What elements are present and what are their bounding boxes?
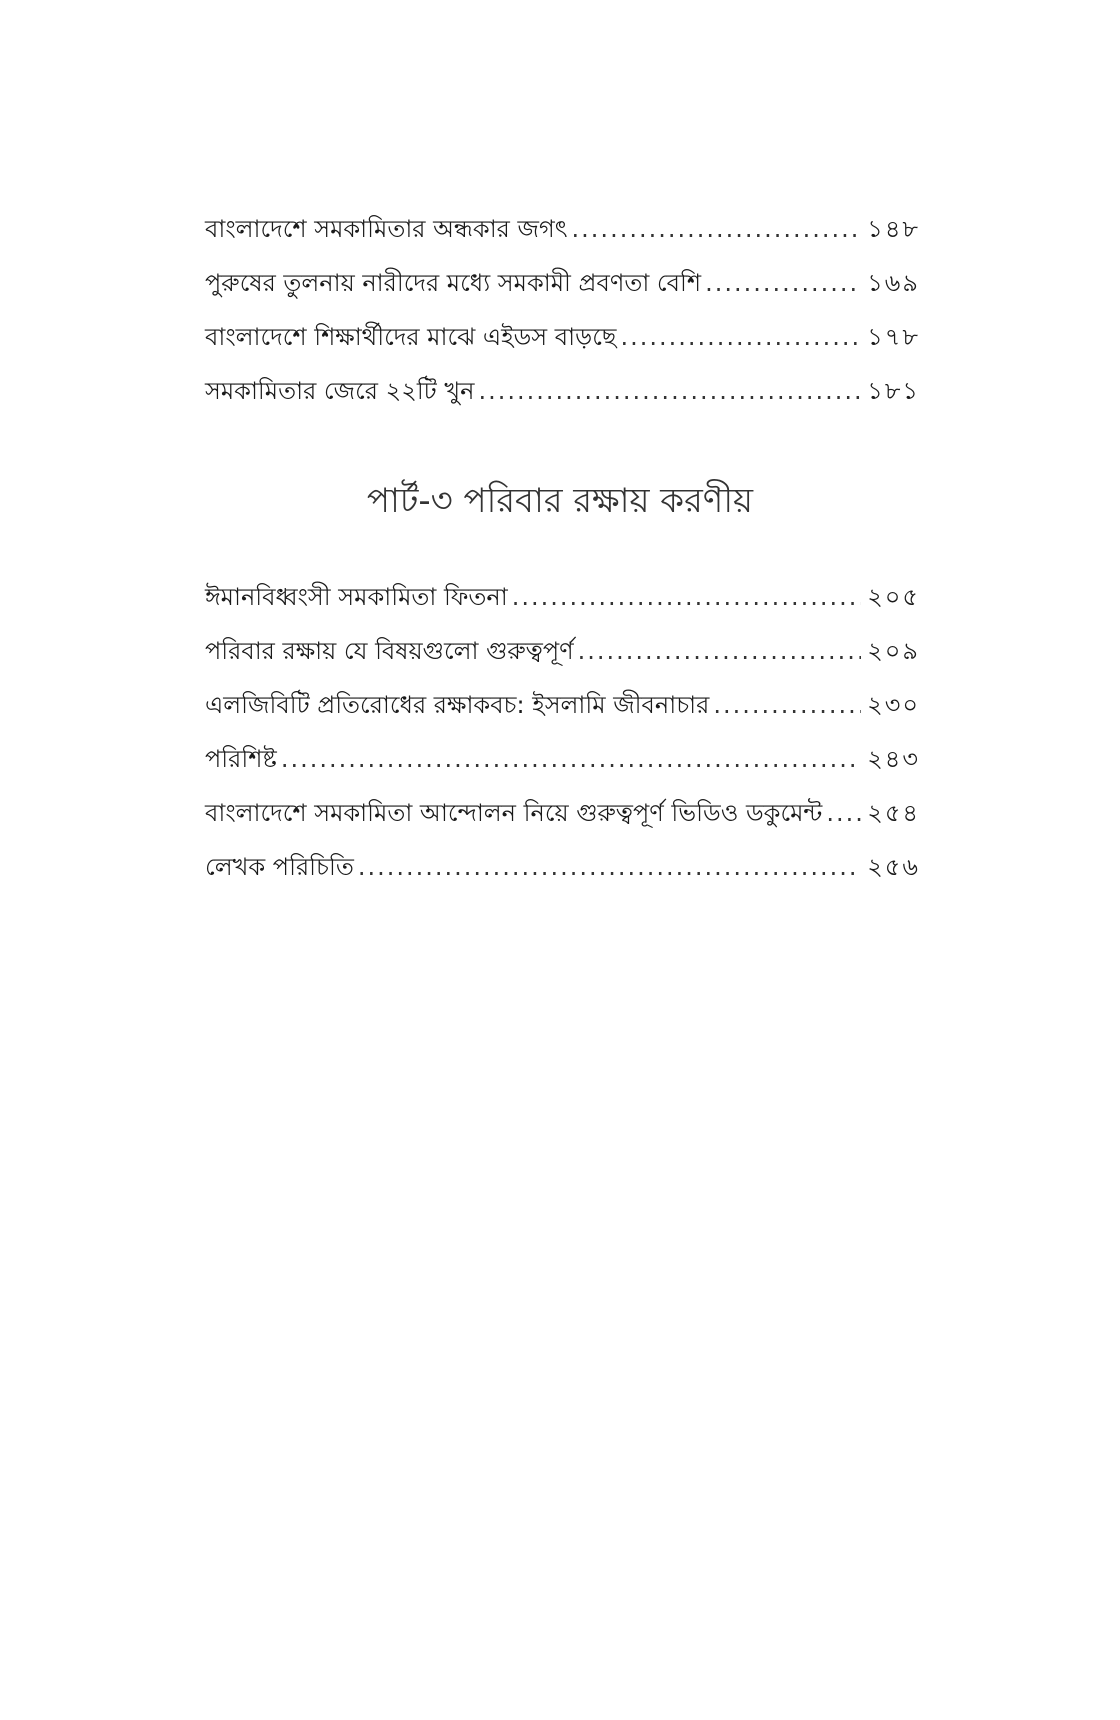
toc-entry[interactable] (205, 266, 920, 320)
toc-list-part2 (205, 212, 920, 428)
toc-leader-dots (478, 374, 861, 408)
toc-entry-title: পুরুষের তুলনায় নারীদের মধ্যে সমকামী প্রবণতা বেশি (205, 269, 702, 297)
toc-entry-title: লেখক পরিচিতি (205, 853, 354, 881)
toc-leader-dots (512, 580, 862, 614)
toc-leader-dots (826, 796, 861, 830)
toc-list-part3 (205, 580, 920, 904)
toc-entry[interactable] (205, 580, 920, 634)
toc-leader-dots (713, 688, 861, 722)
toc-leader-dots (705, 266, 861, 300)
toc-entry-page: ২৪৩ (867, 745, 920, 773)
toc-entry[interactable] (205, 374, 920, 428)
toc-entry-title: এলজিবিটি প্রতিরোধের রক্ষাকবচ: ইসলামি জীবনাচার (205, 691, 710, 719)
toc-entry[interactable] (205, 742, 920, 796)
toc-entry[interactable] (205, 796, 920, 850)
toc-leader-dots (620, 320, 861, 354)
toc-entry-page: ১৪৮ (867, 215, 920, 243)
toc-leader-dots (281, 742, 861, 776)
toc-entry-title: ঈমানবিধ্বংসী সমকামিতা ফিতনা (205, 583, 508, 611)
toc-entry-page: ২০৫ (867, 583, 920, 611)
toc-entry-page: ২৫৪ (867, 799, 920, 827)
toc-entry[interactable] (205, 212, 920, 266)
toc-entry-title: পরিবার রক্ষায় যে বিষয়গুলো গুরুত্বপূর্ণ (205, 637, 574, 665)
toc-entry-page: ২৫৬ (867, 853, 920, 881)
toc-entry-page: ১৮১ (867, 377, 920, 405)
toc-entry-title: পরিশিষ্ট (205, 745, 277, 773)
toc-entry-title: বাংলাদেশে সমকামিতা আন্দোলন নিয়ে গুরুত্বপূর্ণ ভিডিও ডকুমেন্ট (205, 799, 823, 827)
toc-entry[interactable] (205, 634, 920, 688)
toc-entry[interactable] (205, 320, 920, 374)
toc-leader-dots (358, 850, 861, 884)
toc-leader-dots (572, 212, 862, 246)
toc-entry-page: ১৬৯ (867, 269, 920, 297)
toc-entry-title: বাংলাদেশে শিক্ষার্থীদের মাঝে এইডস বাড়ছে (205, 323, 617, 351)
toc-entry[interactable] (205, 850, 920, 904)
toc-leader-dots (578, 634, 862, 668)
toc-entry-title: সমকামিতার জেরে ২২টি খুন (205, 377, 475, 405)
part-heading: পার্ট-৩ পরিবার রক্ষায় করণীয় (366, 481, 754, 521)
toc-entry-page: ২০৯ (867, 637, 920, 665)
toc-entry-page: ১৭৮ (867, 323, 920, 351)
toc-entry-title: বাংলাদেশে সমকামিতার অন্ধকার জগৎ (205, 215, 568, 243)
toc-entry-page: ২৩০ (867, 691, 920, 719)
toc-entry[interactable] (205, 688, 920, 742)
